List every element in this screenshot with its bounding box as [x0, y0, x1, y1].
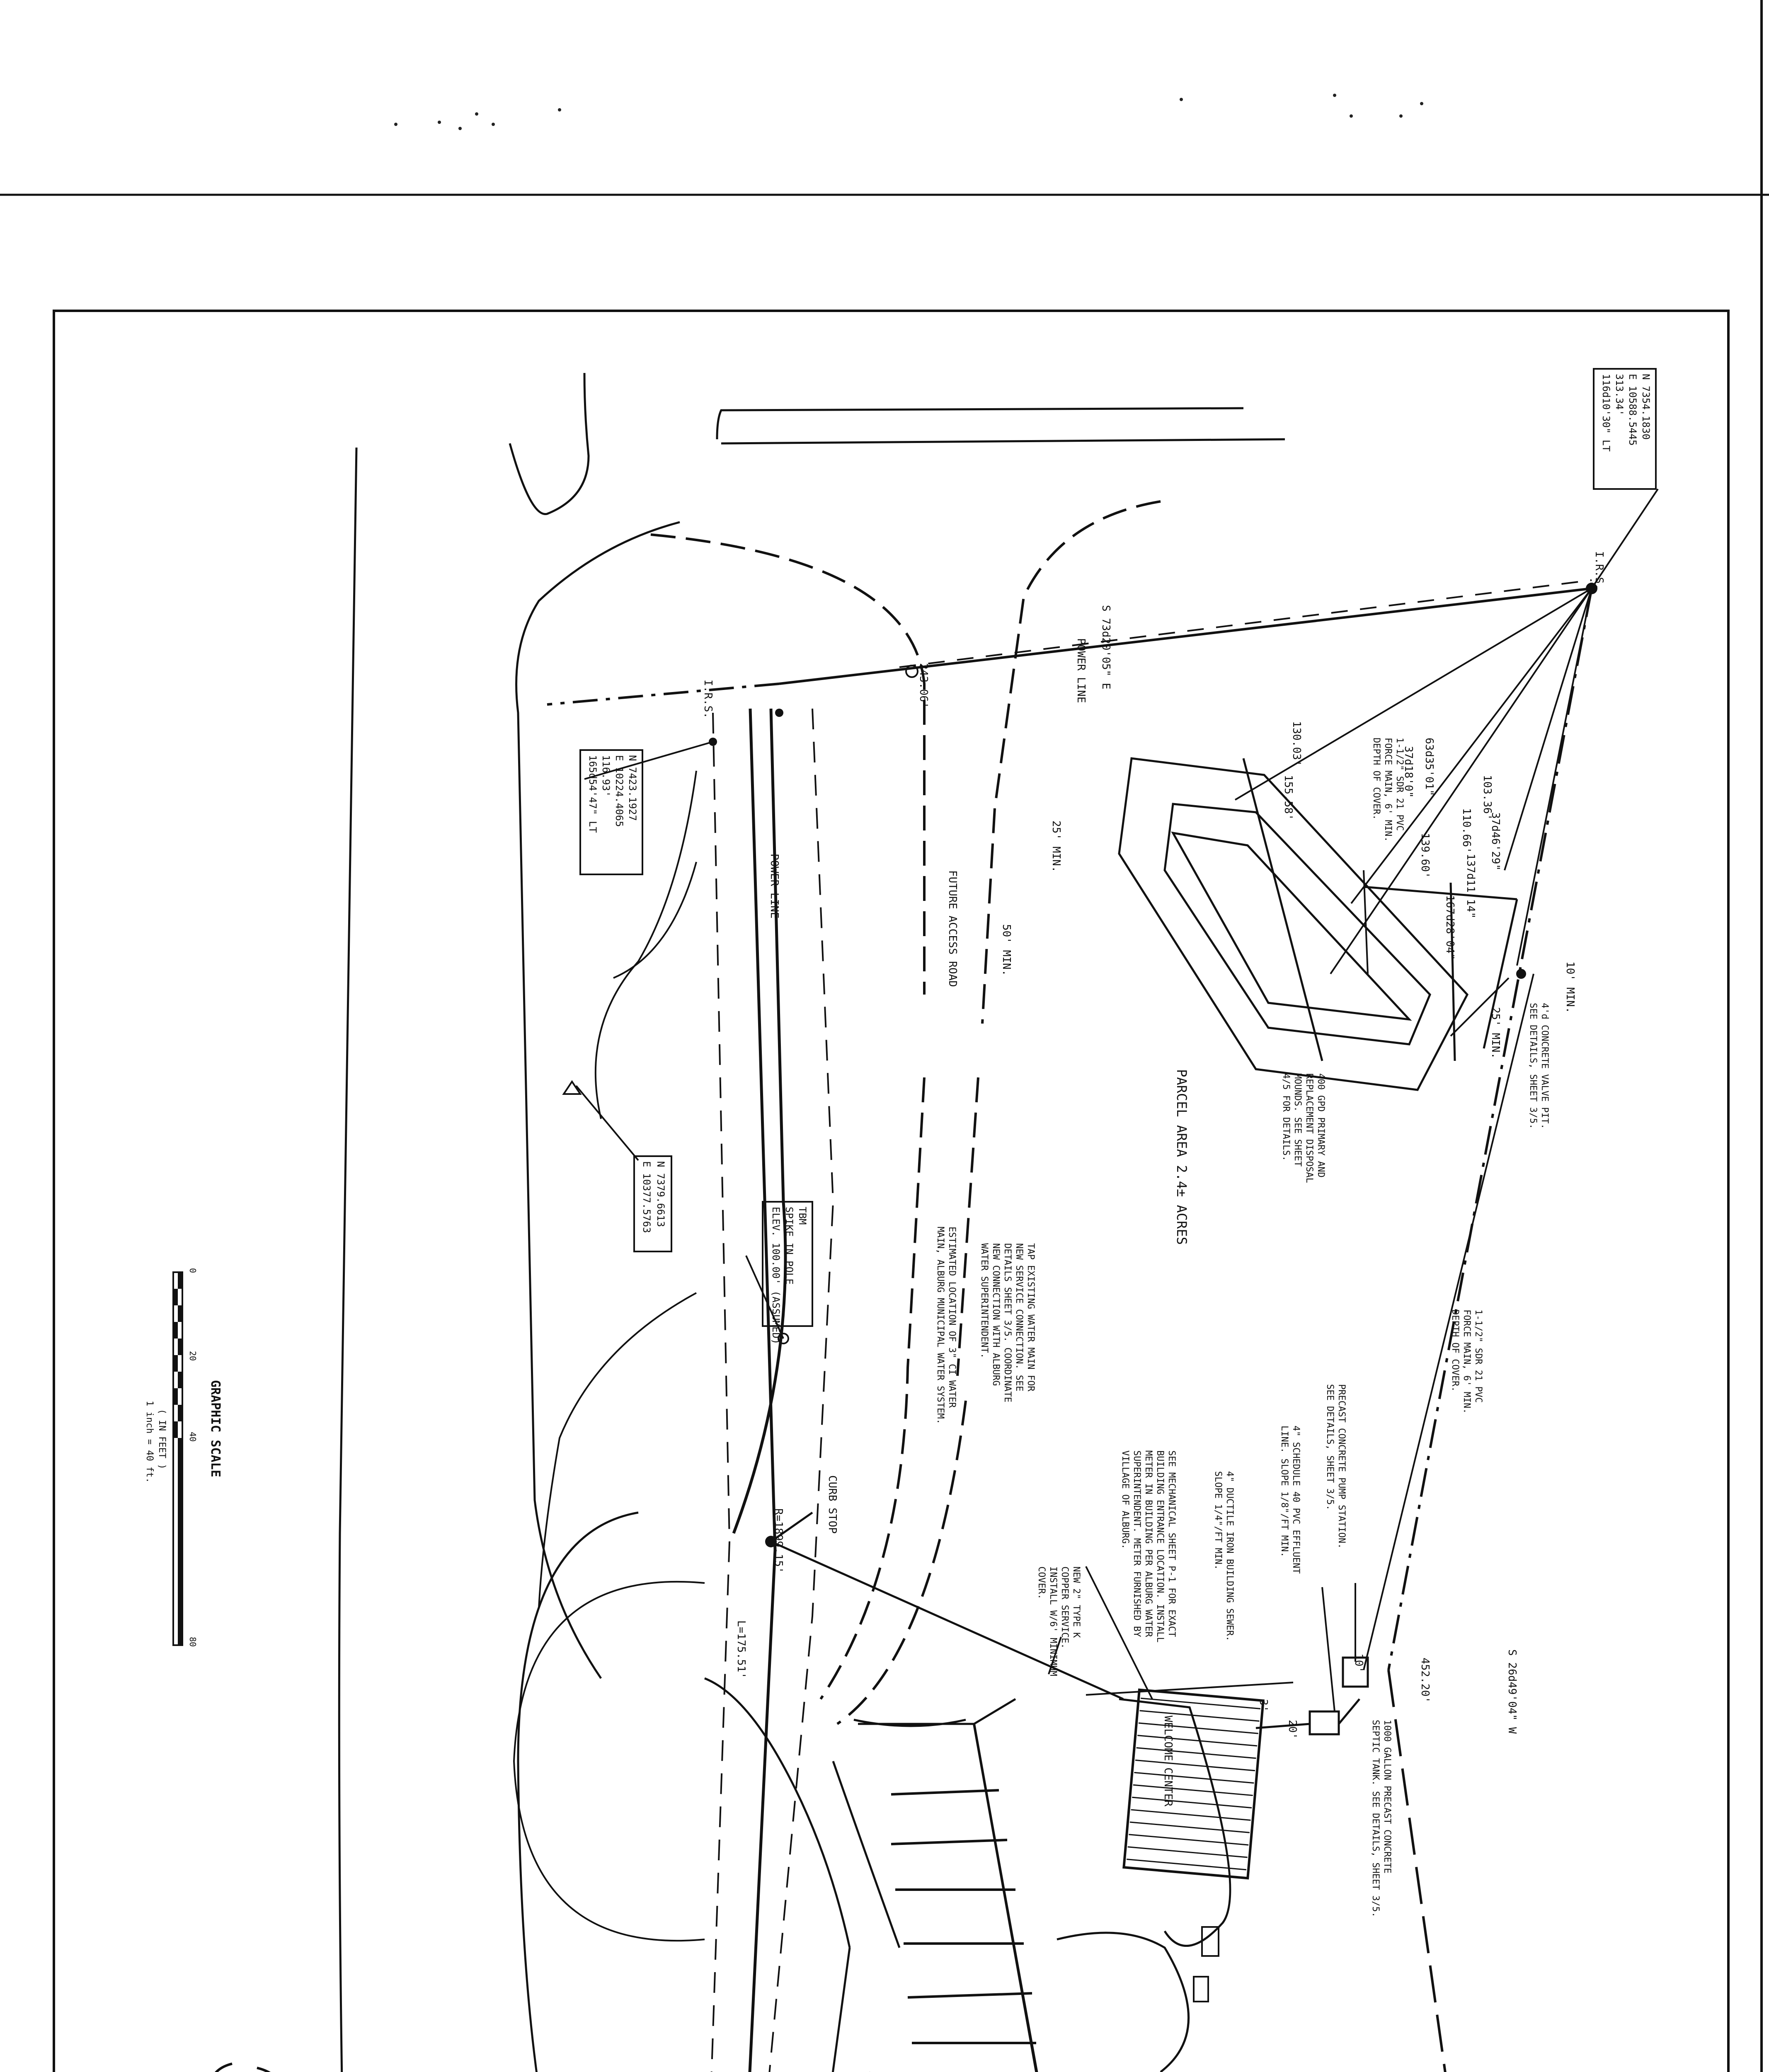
dist-155: 155.58': [1282, 775, 1294, 821]
svg-text:4" SCHEDULE 40 PVC EFFLUENT: 4" SCHEDULE 40 PVC EFFLUENT: [1291, 1426, 1301, 1574]
svg-text:DEPTH OF COVER.: DEPTH OF COVER.: [1371, 738, 1381, 820]
mid-line-3: 116.93': [600, 755, 612, 797]
coord-box-mid: [580, 750, 642, 874]
svg-text:4" DUCTILE IRON BUILDING SEWER: 4" DUCTILE IRON BUILDING SEWER.: [1224, 1471, 1235, 1641]
svg-text:COPPER SERVICE.: COPPER SERVICE.: [1059, 1566, 1070, 1649]
graphic-scale: [144, 1268, 223, 1647]
irs-label-ne: I.R.S.: [1593, 551, 1605, 590]
dist-103: 103.36': [1481, 775, 1493, 821]
property-lines: [547, 588, 1592, 2072]
parcel-area-label: PARCEL AREA 2.4± ACRES: [1174, 1069, 1190, 1245]
min-25: 25' MIN.: [1050, 821, 1062, 873]
min-50: 50' MIN.: [1000, 924, 1013, 976]
angle-5: 167d28'04": [1444, 895, 1456, 960]
road-centerline: [547, 709, 785, 2072]
callout-pump-station: [1325, 1384, 1347, 1549]
trav-line-1: N 7379.6613: [655, 1161, 666, 1227]
svg-text:COVER.: COVER.: [1036, 1566, 1047, 1600]
svg-text:METER IN BUILDING PER ALBURG W: METER IN BUILDING PER ALBURG WATER: [1143, 1450, 1153, 1637]
scale-ratio: 1 inch = 40 ft.: [144, 1401, 155, 1483]
mid-line-4: 165d54'47" LT: [587, 755, 599, 833]
svg-text:DETAILS SHEET 3/5. COORDINATE: DETAILS SHEET 3/5. COORDINATE: [1002, 1243, 1013, 1403]
dim-20: 20': [1286, 1720, 1299, 1739]
svg-text:REPLACEMENT DISPOSAL: REPLACEMENT DISPOSAL: [1304, 1073, 1314, 1183]
dist-110: 110.66': [1460, 808, 1473, 854]
svg-text:NEW SERVICE CONNECTION. SEE: NEW SERVICE CONNECTION. SEE: [1014, 1243, 1024, 1392]
welcome-center-label: WELCOME CENTER: [1162, 1716, 1174, 1807]
irs-label-mid: I.R.S.: [702, 680, 714, 719]
callout-mechanical: [1120, 1450, 1177, 1643]
svg-text:LINE. SLOPE 1/8"/FT MIN.: LINE. SLOPE 1/8"/FT MIN.: [1279, 1426, 1289, 1557]
angle-3: 37d46'29": [1489, 812, 1502, 871]
svg-text:BUILDING ENTRANCE LOCATION. IN: BUILDING ENTRANCE LOCATION. INSTALL: [1155, 1450, 1165, 1643]
dim-10: 10': [1352, 1653, 1365, 1673]
ne-line-3: 313.34': [1614, 374, 1625, 416]
future-access-road-label: FUTURE ACCESS ROAD: [946, 870, 959, 987]
svg-text:1-1/2" SDR 21 PVC: 1-1/2" SDR 21 PVC: [1473, 1310, 1483, 1403]
power-line-label: POWER LINE: [1075, 638, 1087, 703]
svg-text:4/5 FOR DETAILS.: 4/5 FOR DETAILS.: [1281, 1073, 1291, 1161]
min-25b: 25' MIN.: [1489, 1007, 1502, 1059]
svg-text:NEW 2" TYPE K: NEW 2" TYPE K: [1071, 1566, 1081, 1638]
svg-text:FORCE MAIN, 6' MIN.: FORCE MAIN, 6' MIN.: [1383, 738, 1393, 842]
svg-text:SEE DETAILS, SHEET 3/5.: SEE DETAILS, SHEET 3/5.: [1325, 1384, 1335, 1510]
svg-text:SUPERINTENDENT. METER FURNISHE: SUPERINTENDENT. METER FURNISHED BY: [1132, 1450, 1142, 1637]
cul-de-sac: [514, 1582, 705, 1941]
callout-valve-pit: [1528, 1003, 1550, 1129]
callout-copper: [1036, 1566, 1081, 1676]
tbm-line-1: TBM: [797, 1207, 808, 1225]
curve-length: L=175.51': [735, 1620, 747, 1679]
edge-dashed: [580, 709, 833, 2072]
brg-north-line: S 73d20'05" E: [1100, 605, 1112, 690]
dim-3: 3': [1257, 1699, 1270, 1712]
scale-tick-40: 40: [188, 1432, 198, 1442]
svg-text:SLOPE 1/4"/FT MIN.: SLOPE 1/4"/FT MIN.: [1213, 1471, 1223, 1570]
svg-text:TAP EXISTING WATER MAIN FOR: TAP EXISTING WATER MAIN FOR: [1025, 1243, 1036, 1392]
svg-text:1-1/2" SDR 21 PVC: 1-1/2" SDR 21 PVC: [1394, 738, 1405, 831]
trav-line-2: E 10377.5763: [641, 1161, 652, 1233]
svg-text:PRECAST CONCRETE PUMP STATION.: PRECAST CONCRETE PUMP STATION.: [1336, 1384, 1347, 1549]
svg-text:NEW CONNECTION WITH ALBURG: NEW CONNECTION WITH ALBURG: [991, 1243, 1001, 1386]
water-service: [771, 1513, 1123, 1699]
monuments: [588, 583, 1597, 2072]
ne-line-2: E 10588.5445: [1627, 374, 1638, 446]
leaders: [576, 489, 1658, 2072]
brg-east-line: S 26d49'04" W: [1506, 1649, 1518, 1734]
callout-effluent: [1279, 1426, 1301, 1574]
svg-text:1000 GALLON PRECAST CONCRETE: 1000 GALLON PRECAST CONCRETE: [1382, 1720, 1392, 1874]
tbm-line-3: ELEV. 100.00' (ASSUMED): [770, 1207, 782, 1345]
power-line-upper: [899, 580, 1592, 667]
mid-line-1: N 7423.1927: [627, 755, 638, 821]
callout-est-main: [935, 1227, 957, 1424]
tbm-line-2: SPIKE IN POLE: [783, 1207, 795, 1285]
svg-text:MAIN, ALBURG MUNICIPAL WATER S: MAIN, ALBURG MUNICIPAL WATER SYSTEM.: [935, 1227, 945, 1424]
angle-2: 37d18'0": [1402, 746, 1415, 798]
svg-text:ESTIMATED LOCATION OF 3" CI WA: ESTIMATED LOCATION OF 3" CI WATER: [947, 1227, 957, 1408]
engineer-signature: [210, 2064, 280, 2072]
callout-force-main-1: [1371, 738, 1405, 842]
svg-text:4'd CONCRETE VALVE PIT.: 4'd CONCRETE VALVE PIT.: [1539, 1003, 1550, 1129]
svg-text:400 GPD PRIMARY AND: 400 GPD PRIMARY AND: [1316, 1073, 1326, 1178]
callout-mound: [1281, 1073, 1326, 1183]
power-line-label-2: POWER LINE: [768, 854, 780, 919]
dist-east-line: 452.20': [1419, 1658, 1431, 1703]
tbm-box: [763, 1202, 812, 1344]
welcome-center-building: [1124, 1690, 1263, 2002]
coord-box-ne: [1594, 369, 1656, 489]
angle-4: 137d11'14": [1464, 854, 1477, 919]
ne-line-1: N 7354.1830: [1640, 374, 1652, 440]
parking-loop: [518, 1513, 1230, 2072]
svg-text:FORCE MAIN, 6' MIN.: FORCE MAIN, 6' MIN.: [1461, 1310, 1472, 1414]
scale-tick-20: 20: [188, 1351, 198, 1361]
svg-text:VILLAGE OF ALBURG.: VILLAGE OF ALBURG.: [1120, 1450, 1130, 1549]
scale-unit: ( IN FEET ): [157, 1409, 167, 1469]
coord-box-trav: [634, 1156, 671, 1251]
svg-text:DEPTH OF COVER.: DEPTH OF COVER.: [1450, 1310, 1460, 1392]
curve-radius: R=1899.15': [772, 1508, 785, 1573]
scan-specks: [394, 94, 1423, 130]
svg-text:INSTALL W/6' MINIMUM: INSTALL W/6' MINIMUM: [1048, 1566, 1058, 1676]
topo-lines: [539, 771, 696, 1608]
graphic-scale-title: GRAPHIC SCALE: [208, 1380, 223, 1477]
mid-line-2: E 10224.4065: [613, 755, 625, 827]
svg-text:WATER SUPERINTENDENT.: WATER SUPERINTENDENT.: [979, 1243, 989, 1359]
dist-139: 139.60': [1419, 833, 1431, 879]
svg-text:SEE MECHANICAL SHEET P-1 FOR E: SEE MECHANICAL SHEET P-1 FOR EXACT: [1166, 1450, 1177, 1637]
scale-tick-0: 0: [188, 1268, 198, 1273]
min-10: 10' MIN.: [1564, 961, 1576, 1014]
svg-text:SEE DETAILS, SHEET 3/5.: SEE DETAILS, SHEET 3/5.: [1528, 1003, 1538, 1129]
disposal-mound: [1119, 758, 1517, 1090]
svg-text:SEPTIC TANK. SEE DETAILS, SHEE: SEPTIC TANK. SEE DETAILS, SHEET 3/5.: [1370, 1720, 1381, 1917]
dist-130: 130.03': [1290, 721, 1303, 767]
septic-tank: [1256, 1658, 1368, 1734]
ne-line-4: 116d10'30" LT: [1600, 374, 1612, 452]
svg-text:MOUNDS. SEE SHEET: MOUNDS. SEE SHEET: [1292, 1073, 1303, 1167]
curb-stop-label: CURB STOP: [826, 1475, 838, 1534]
angle-1: 63d35'01": [1423, 738, 1435, 796]
callout-septic: [1370, 1720, 1392, 1917]
parking-stalls: [891, 1724, 1044, 2072]
callout-building-sewer: [1213, 1471, 1235, 1641]
dist-north-line: 243.06': [917, 663, 930, 709]
callout-force-main-2: [1450, 1310, 1483, 1414]
scale-tick-80: 80: [188, 1637, 198, 1647]
poles: [543, 666, 918, 2072]
callout-tap: [979, 1243, 1036, 1402]
